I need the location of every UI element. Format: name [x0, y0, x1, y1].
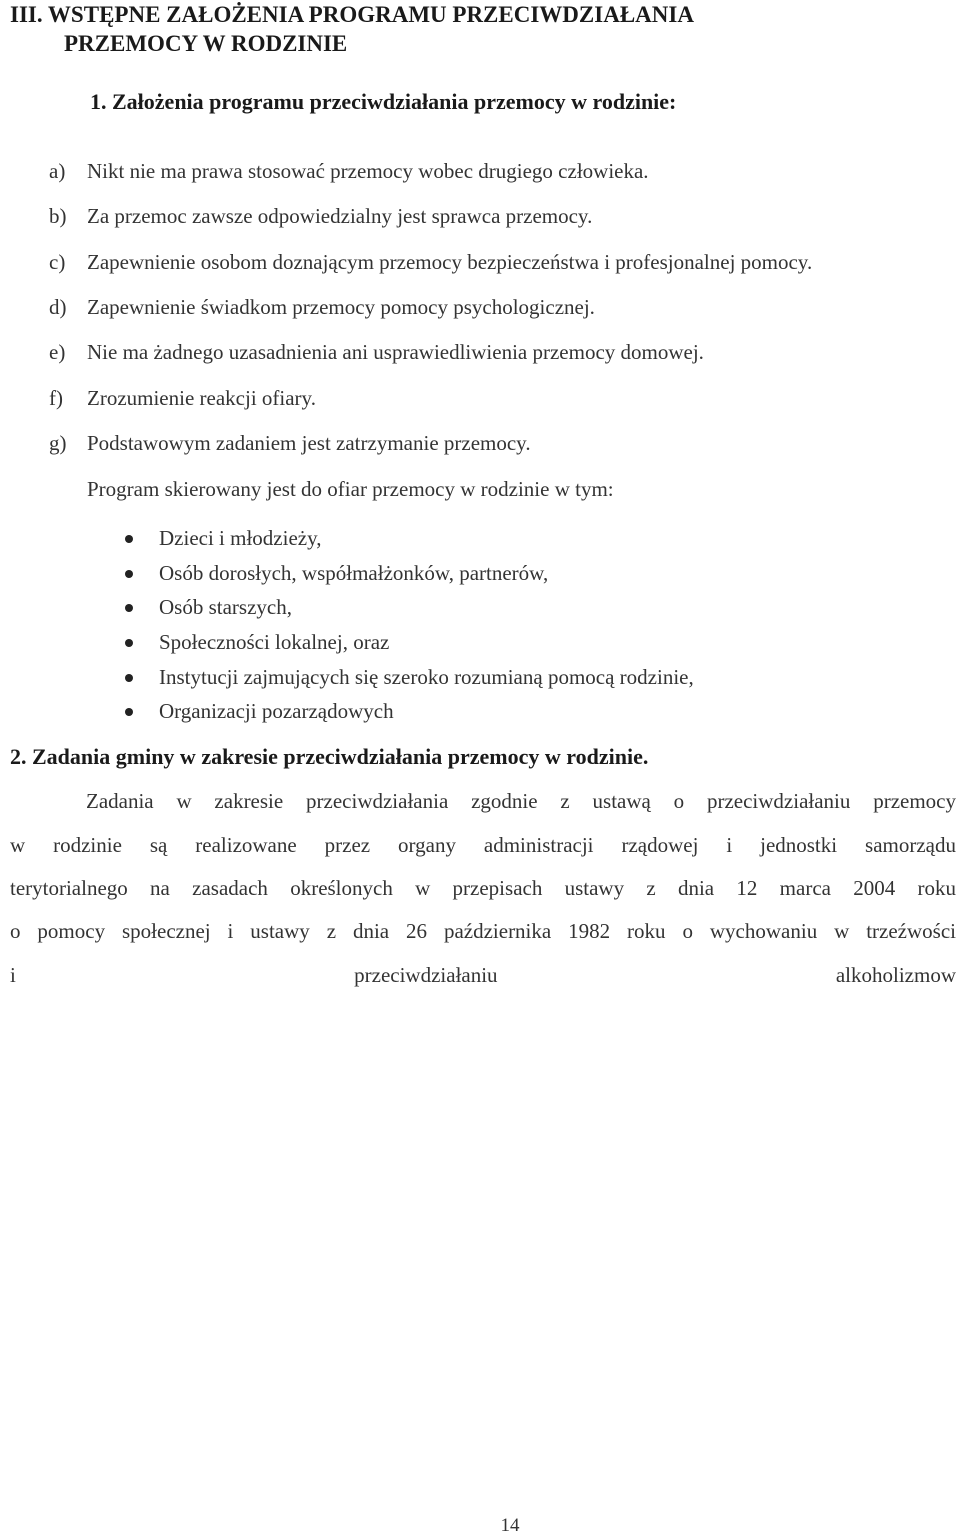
paragraph-line: o pomocy społecznej i ustawy z dnia 26 października 1982 roku o wychowaniu w trzeźwości	[10, 919, 956, 943]
list-item-text: Nie ma żadnego uzasadnienia ani usprawiedliwienia przemocy domowej.	[87, 340, 704, 364]
list-item-text: Zapewnienie osobom doznającym przemocy bezpieczeństwa i profesjonalnej pomocy.	[87, 250, 813, 274]
bullet-dot-icon	[125, 535, 133, 543]
list-item-text: Za przemoc zawsze odpowiedzialny jest sprawca przemocy.	[87, 204, 593, 228]
list-item-text: Zrozumienie reakcji ofiary.	[87, 386, 316, 410]
bullet-dot-icon	[125, 604, 133, 612]
bullet-text: Organizacji pozarządowych	[159, 699, 394, 723]
bullet-text: Instytucji zajmujących się szeroko rozumianą pomocą rodzinie,	[159, 665, 694, 689]
paragraph-line: Zadania w zakresie przeciwdziałania zgodnie z ustawą o przeciwdziałaniu przemocy	[86, 789, 956, 813]
bullet-text: Społeczności lokalnej, oraz	[159, 630, 390, 654]
chapter-heading-line1: III. WSTĘPNE ZAŁOŻENIA PROGRAMU PRZECIWDZIAŁANIA	[10, 2, 694, 27]
list-item-text: Podstawowym zadaniem jest zatrzymanie przemocy.	[87, 431, 531, 455]
list-marker: d)	[49, 295, 67, 319]
list-item-text: Zapewnienie świadkom przemocy pomocy psychologicznej.	[87, 295, 595, 319]
bullet-dot-icon	[125, 570, 133, 578]
list-marker: a)	[49, 159, 66, 183]
list-marker: b)	[49, 204, 67, 228]
paragraph-line: terytorialnego na zasadach określonych w przepisach ustawy z dnia 12 marca 2004 roku	[10, 876, 956, 900]
section1-title: 1. Założenia programu przeciwdziałania przemocy w rodzinie:	[90, 89, 677, 114]
list-marker: c)	[49, 250, 66, 274]
bullet-dot-icon	[125, 639, 133, 647]
section2-title: 2. Zadania gminy w zakresie przeciwdziałania przemocy w rodzinie.	[10, 744, 649, 769]
list-marker: f)	[49, 386, 63, 410]
chapter-heading-line2: PRZEMOCY W RODZINIE	[64, 31, 348, 56]
paragraph-line: i przeciwdziałaniu alkoholizmow	[10, 963, 956, 987]
bullet-text: Osób dorosłych, współmałżonków, partnerów,	[159, 561, 549, 585]
program-intro: Program skierowany jest do ofiar przemocy w rodzinie w tym:	[87, 477, 614, 501]
list-marker: g)	[49, 431, 67, 455]
paragraph-line: w rodzinie są realizowane przez organy administracji rządowej i jednostki samorządu	[10, 833, 956, 857]
bullet-dot-icon	[125, 708, 133, 716]
list-marker: e)	[49, 340, 66, 364]
bullet-text: Dzieci i młodzieży,	[159, 526, 322, 550]
list-item-text: Nikt nie ma prawa stosować przemocy wobec drugiego człowieka.	[87, 159, 649, 183]
page-number: 14	[500, 1515, 520, 1536]
bullet-dot-icon	[125, 674, 133, 682]
bullet-text: Osób starszych,	[159, 595, 292, 619]
